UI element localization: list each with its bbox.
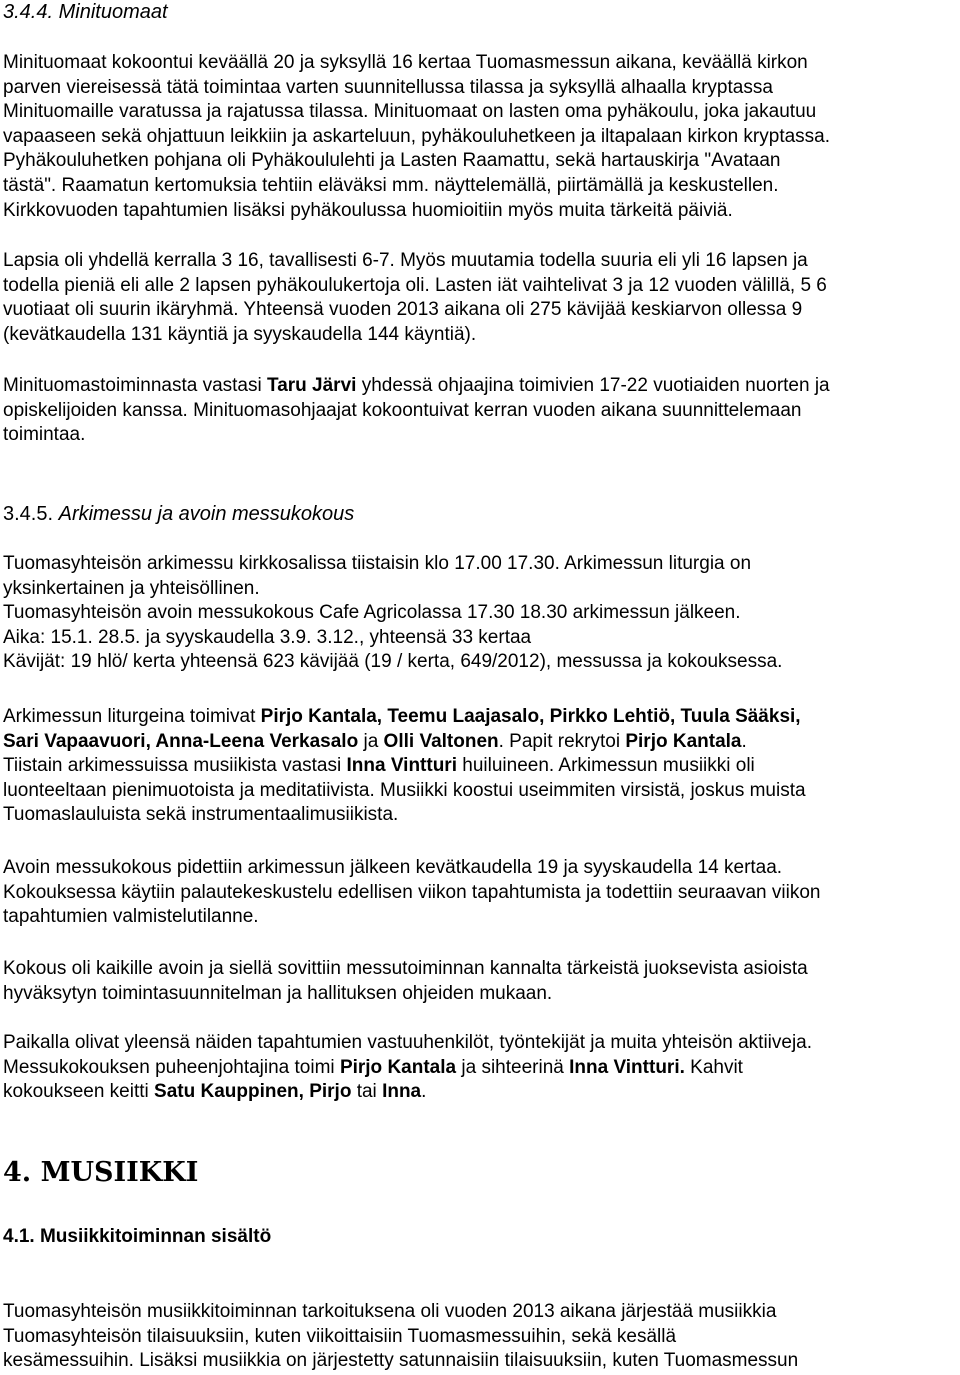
text-line: luonteeltaan pienimuotoista ja meditatiivista. Musiikki koostui useimmiten virsistä, joskus muista <box>3 779 806 801</box>
text-line: yksinkertainen ja yhteisöllinen. <box>3 577 260 599</box>
person-name: Pirjo Kantala <box>339 1056 457 1078</box>
text-line: Kirkkovuoden tapahtumien lisäksi pyhäkoulussa huomioitiin myös muita tärkeitä päiviä. <box>3 199 733 221</box>
text-line: (kevätkaudella 131 käyntiä ja syyskaudella 144 käyntiä). <box>3 323 477 345</box>
text-line: Kokous oli kaikille avoin ja siellä sovittiin messutoiminnan kannalta tärkeistä juoksevista asioista <box>3 958 808 979</box>
paragraph-minituomaat-intro <box>3 51 958 223</box>
person-name: Olli Valtonen <box>383 730 499 752</box>
person-name: Taru Järvi <box>267 375 357 396</box>
text-line: Tuomaslauluista sekä instrumentaalimusiikista. <box>3 804 399 826</box>
text-line: Lapsia oli yhdellä kerralla 3 16, tavallisesti 6-7. Myös muutamia todella suuria eli yli 16 lapsen ja <box>3 250 808 271</box>
text-line: Pyhäkouluhetken pohjana oli Pyhäkoululehti ja Lasten Raamattu, sekä hartauskirja "Avataan <box>3 150 781 172</box>
text-line: Tuomasyhteisön avoin messukokous Cafe Agricolassa 17.30 18.30 arkimessun jälkeen. <box>3 602 741 624</box>
text-line: todella pieniä eli alle 2 lapsen pyhäkoulukertoja oli. Lasten iät vaihtelivat 3 ja 12 vuoden välillä, 5 6 <box>3 274 827 296</box>
person-names: Satu Kauppinen, Pirjo <box>154 1081 352 1103</box>
paragraph-messukokous-attendees <box>3 1031 958 1105</box>
section-heading-arkimessu: 3.4.5. Arkimessu ja avoin messukokous <box>3 503 355 525</box>
paragraph-arkimessu-liturgs <box>3 705 958 828</box>
paragraph-minituomaat-leaders <box>3 374 958 448</box>
text-line: toimintaa. <box>3 424 86 446</box>
text-line: Kokouksessa käytiin palautekeskustelu edellisen viikon tapahtumista ja todettiin seuraavan viikon <box>3 881 821 903</box>
text-line: kokoukseen keitti Satu Kauppinen, Pirjo tai Inna. <box>3 1081 427 1103</box>
text-line: parven viereisessä tätä toimintaa varten suunnitellussa tilassa ja syksyllä alhaalla kryptassa <box>3 76 773 98</box>
paragraph-messukokous <box>3 856 958 930</box>
section-heading-minituomaat: 3.4.4. Minituomaat <box>3 1 168 23</box>
text-line: Minituomaat kokoontui keväällä 20 ja syksyllä 16 kertaa Tuomasmessun aikana, keväällä kirkon <box>3 52 808 73</box>
section-heading-musiikkitoiminta: 4.1. Musiikkitoiminnan sisältö <box>3 1226 272 1247</box>
paragraph-minituomaat-attendance <box>3 249 958 347</box>
text-line: Tuomasyhteisön musiikkitoiminnan tarkoituksena oli vuoden 2013 aikana järjestää musiikkia <box>3 1301 777 1322</box>
text-line: Minituomaille varatussa ja rajatussa tilassa. Minituomaat on lasten oma pyhäkoulu, joka jakautuu <box>3 101 817 123</box>
text-line: hyväksytyn toimintasuunnitelman ja hallituksen ohjeiden mukaan. <box>3 982 553 1004</box>
person-names: Pirjo Kantala, Teemu Laajasalo, Pirkko Lehtiö, Tuula Sääksi, <box>260 706 801 727</box>
text-line: opiskelijoiden kanssa. Minituomasohjaajat kokoontuivat kerran vuoden aikana suunnittelemaan <box>3 399 802 421</box>
text-line: Tuomasyhteisön arkimessu kirkkosalissa tiistaisin klo 17.00 17.30. Arkimessun liturgia on <box>3 553 752 574</box>
chapter-heading-musiikki: 4. MUSIIKKI <box>3 1157 199 1188</box>
person-name: Inna <box>382 1081 422 1103</box>
text-line: tästä". Raamatun kertomuksia tehtiin eläväksi mm. näyttelemällä, piirtämällä ja keskustellen. <box>3 174 779 196</box>
text-line: Kävijät: 19 hlö/ kerta yhteensä 623 kävijää (19 / kerta, 649/2012), messussa ja kokouksessa. <box>3 651 783 673</box>
text-line: Sari Vapaavuori, Anna-Leena Verkasalo ja Olli Valtonen. Papit rekrytoi Pirjo Kantala. <box>3 730 747 752</box>
text-line: Tiistain arkimessuissa musiikista vastasi Inna Vintturi huiluineen. Arkimessun musiikki oli <box>3 755 755 777</box>
text-line: kesämessuihin. Lisäksi musiikkia on järjestetty satunnaisiin tilaisuuksiin, kuten Tuomasmessun <box>3 1350 799 1372</box>
paragraph-musiikkitoiminta <box>3 1300 958 1374</box>
person-names: Sari Vapaavuori, Anna-Leena Verkasalo <box>3 730 359 752</box>
text-line: Messukokouksen puheenjohtajina toimi Pirjo Kantala ja sihteerinä Inna Vintturi. Kahvit <box>3 1056 743 1078</box>
text-line: vapaaseen sekä ohjattuun leikkiin ja askarteluun, pyhäkouluhetkeen ja iltapalaan kirkon kryptassa. <box>3 125 831 147</box>
text-line: Minituomastoiminnasta vastasi Taru Järvi yhdessä ohjaajina toimivien 17-22 vuotiaiden nuorten ja <box>3 375 830 396</box>
person-name: Pirjo Kantala <box>625 730 742 752</box>
person-name: Inna Vintturi. <box>569 1056 685 1078</box>
text-line: vuotiaat oli suurin ikäryhmä. Yhteensä vuoden 2013 aikana oli 275 kävijää keskiarvon ollessa 9 <box>3 299 803 321</box>
person-name: Inna Vintturi <box>346 755 457 777</box>
text-line: Tuomasyhteisön tilaisuuksiin, kuten viikoittaisiin Tuomasmessuihin, sekä kesällä <box>3 1325 677 1347</box>
text-line: Avoin messukokous pidettiin arkimessun jälkeen kevätkaudella 19 ja syyskaudella 14 kertaa. <box>3 857 783 878</box>
text-line: tapahtumien valmistelutilanne. <box>3 906 259 928</box>
text-line: Aika: 15.1. 28.5. ja syyskaudella 3.9. 3.12., yhteensä 33 kertaa <box>3 626 532 648</box>
paragraph-arkimessu-info <box>3 552 958 675</box>
paragraph-messukokous-open <box>3 957 958 1006</box>
text-line: Paikalla olivat yleensä näiden tapahtumien vastuuhenkilöt, työntekijät ja muita yhteisön aktiiveja. <box>3 1032 813 1053</box>
text-line: Arkimessun liturgeina toimivat Pirjo Kantala, Teemu Laajasalo, Pirkko Lehtiö, Tuula Sääksi, <box>3 706 801 727</box>
